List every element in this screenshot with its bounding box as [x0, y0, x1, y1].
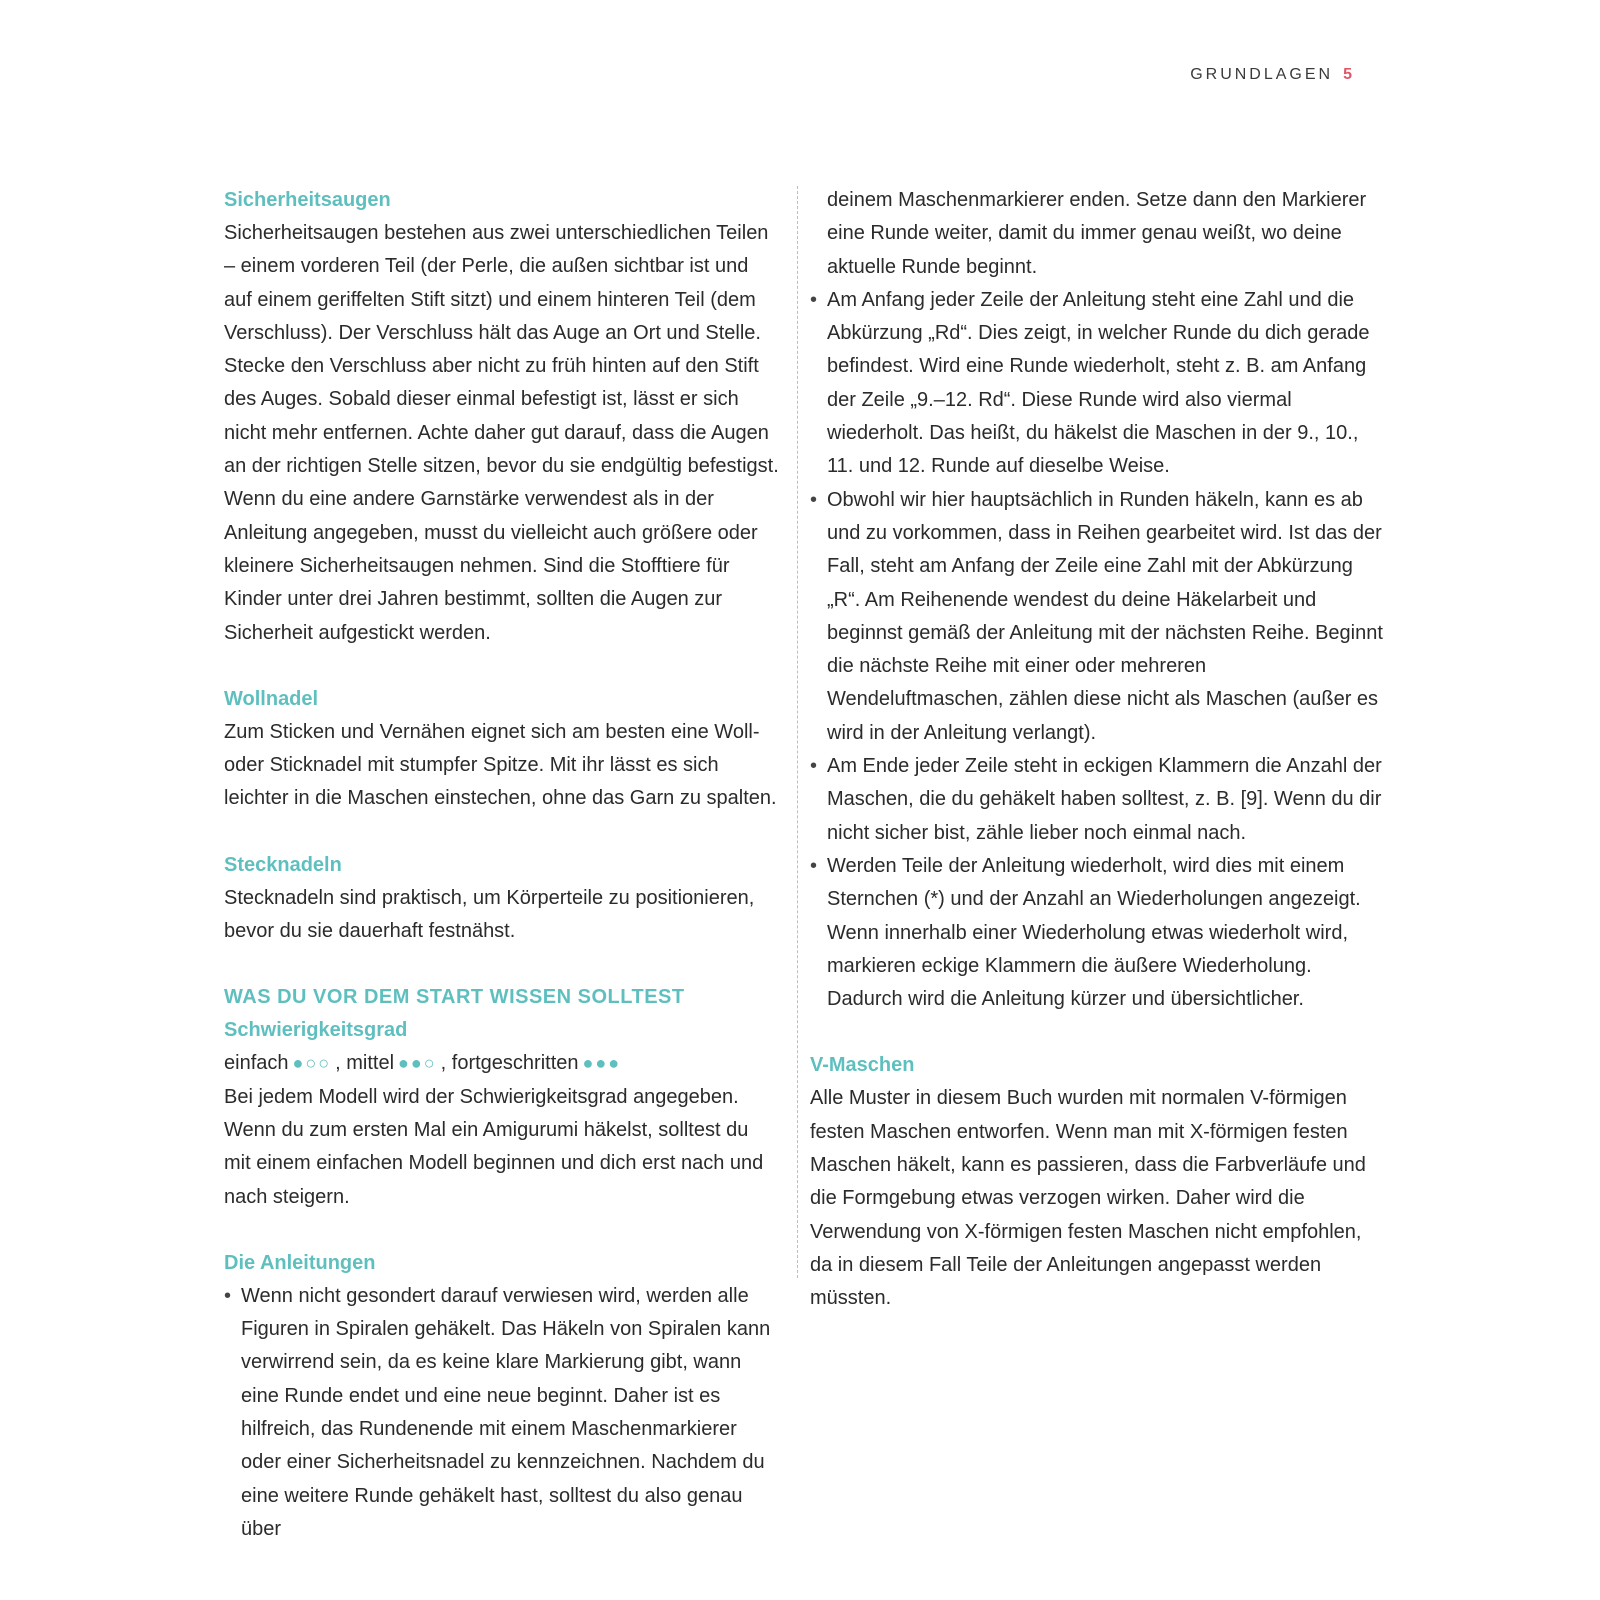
difficulty-easy-dots-icon: ●○○	[292, 1053, 332, 1074]
text-vmaschen: Alle Muster in diesem Buch wurden mit normalen V-förmigen festen Maschen entworfen. Wenn man mit X-förmigen festen Maschen häkelt, kann es passieren, dass die Farbverläufe und die Formgebung etwas verzogen wirken. Daher wird die Verwendung von X-förmigen festen Maschen nicht empfohlen, da in diesem Fall Teile der Anleitungen angepasst werden müssten.	[810, 1087, 1366, 1310]
right-column	[810, 184, 1384, 1316]
section-vmaschen	[810, 1049, 1384, 1315]
list-item: • Wenn nicht gesondert darauf verwiesen wird, werden alle Figuren in Spiralen gehäkelt. Das Häkeln von Spiralen kann verwirrend sein, da es keine klare Markierung gibt, wann eine Runde endet und eine neue beginnt. Daher ist es hilfreich, das Rundenende mit einem Maschenmarkierer oder einer Sicherheitsnadel zu kennzeichnen. Nachdem du eine weitere Runde gehäkelt hast, solltest du also genau über	[224, 1280, 779, 1546]
heading-schwierigkeitsgrad: Schwierigkeitsgrad	[224, 1019, 408, 1042]
text-wollnadel: Zum Sticken und Vernähen eignet sich am besten eine Woll- oder Sticknadel mit stumpfer Spitze. Mit ihr lässt es sich leichter in die Maschen einstechen, ohne das Garn zu spalten.	[224, 720, 777, 810]
level-advanced-label: , fortgeschritten	[440, 1052, 579, 1075]
section-label: GRUNDLAGEN	[1190, 66, 1334, 83]
heading-stecknadeln: Stecknadeln	[224, 853, 342, 876]
left-column	[224, 184, 779, 1546]
running-head	[1190, 66, 1352, 84]
section-wollnadel	[224, 683, 779, 816]
column-divider	[797, 186, 798, 1278]
heading-sicherheitsaugen: Sicherheitsaugen	[224, 189, 391, 211]
anleitungen-list	[224, 1280, 779, 1546]
heading-start: WAS DU VOR DEM START WISSEN SOLLTEST	[224, 986, 685, 1009]
anleitungen-list-continued	[810, 284, 1384, 1017]
difficulty-legend	[224, 1047, 779, 1080]
section-schwierigkeitsgrad	[224, 981, 779, 1213]
difficulty-medium-dots-icon: ●●○	[398, 1053, 437, 1074]
text-schwierigkeitsgrad: Bei jedem Modell wird der Schwierigkeitsgrad angegeben. Wenn du zum ersten Mal ein Amigurumi häkelst, solltest du mit einem einfachen Modell beginnen und dich erst nach und nach steigern.	[224, 1085, 764, 1208]
list-item: • Obwohl wir hier hauptsächlich in Runden häkeln, kann es ab und zu vorkommen, dass in Reihen gearbeitet wird. Ist das der Fall, steht am Anfang der Zeile eine Zahl mit der Abkürzung „R“. Am Reihenende wendest du deine Häkelarbeit und beginnst gemäß der Anleitung mit der nächsten Reihe. Beginnt die nächste Reihe mit einer oder mehreren Wendeluftmaschen, zählen diese nicht als Maschen (außer es wird in der Anleitung verlangt).	[810, 484, 1384, 750]
difficulty-advanced-dots-icon: ●●●	[582, 1053, 622, 1074]
list-item: • Am Ende jeder Zeile steht in eckigen Klammern die Anzahl der Maschen, die du gehäkelt haben solltest, z. B. [9]. Wenn du dir nicht sicher bist, zähle lieber noch einmal nach.	[810, 750, 1384, 850]
level-medium-label: , mittel	[335, 1052, 395, 1075]
heading-anleitungen: Die Anleitungen	[224, 1251, 376, 1274]
level-easy-label: einfach	[224, 1052, 289, 1075]
section-anleitungen	[224, 1247, 779, 1546]
list-item: • Am Anfang jeder Zeile der Anleitung steht eine Zahl und die Abkürzung „Rd“. Dies zeigt, in welcher Runde du dich gerade befindest. Wird eine Runde wiederholt, steht z. B. am Anfang der Zeile „9.–12. Rd“. Diese Runde wird also viermal wiederholt. Das heißt, du häkelst die Maschen in der 9., 10., 11. und 12. Runde auf dieselbe Weise.	[810, 284, 1384, 484]
page-number: 5	[1343, 66, 1352, 83]
heading-vmaschen: V-Maschen	[810, 1054, 915, 1077]
section-anleitungen-continued	[810, 184, 1384, 1016]
list-item: • Werden Teile der Anleitung wiederholt, wird dies mit einem Sternchen (*) und der Anzahl an Wiederholungen angezeigt. Wenn innerhalb einer Wiederholung etwas wiederholt wird, markieren eckige Klammern die äußere Wiederholung. Dadurch wird die Anleitung kürzer und übersichtlicher.	[810, 850, 1384, 1016]
section-sicherheitsaugen	[224, 184, 779, 650]
text-stecknadeln: Stecknadeln sind praktisch, um Körperteile zu positionieren, bevor du sie dauerhaft festnähst.	[224, 886, 755, 943]
text-sicherheitsaugen: Sicherheitsaugen bestehen aus zwei unterschiedlichen Teilen – einem vorderen Teil (der Perle, die außen sichtbar ist und auf einem geriffelten Stift sitzt) und einem hinteren Teil (dem Verschluss). Der Verschluss hält das Auge an Ort und Stelle. Stecke den Verschluss aber nicht zu früh hinten auf den Stift des Auges. Sobald dieser einmal befestigt ist, lässt er sich nicht mehr entfernen. Achte daher gut darauf, dass die Augen an der richtigen Stelle sitzen, bevor du sie endgültig befestigst. Wenn du eine andere Garnstärke verwendest als in der Anleitung angegeben, musst du vielleicht auch größere oder kleinere Sicherheitsaugen nehmen. Sind die Stofftiere für Kinder unter drei Jahren bestimmt, sollten die Augen zur Sicherheit aufgestickt werden.	[224, 222, 779, 644]
section-stecknadeln	[224, 849, 779, 949]
heading-wollnadel: Wollnadel	[224, 687, 319, 710]
list-item-continuation: deinem Maschenmarkierer enden. Setze dann den Markierer eine Runde weiter, damit du immer genau weißt, wo deine aktuelle Runde beginnt.	[827, 189, 1367, 278]
